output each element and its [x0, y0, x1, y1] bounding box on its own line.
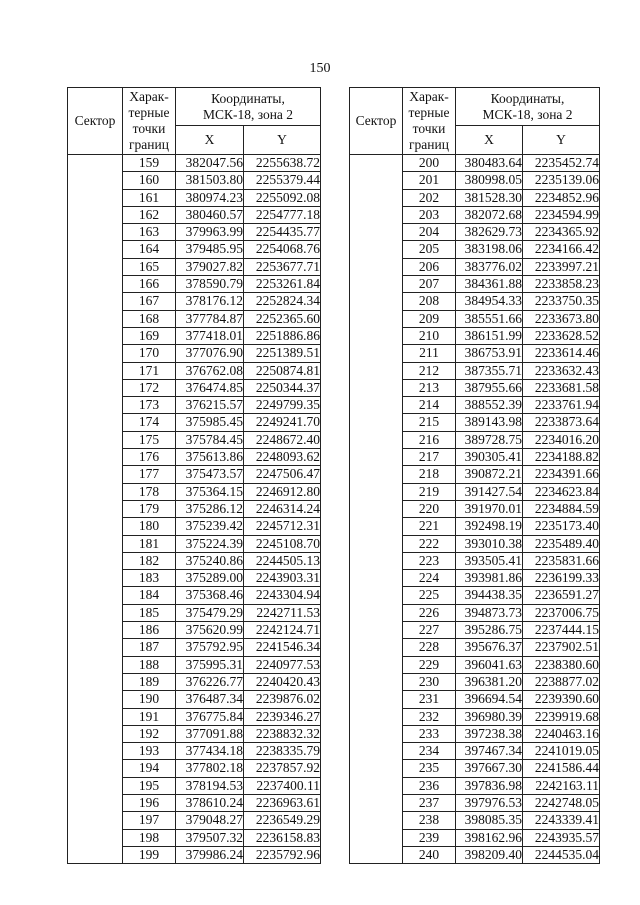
x-coordinate-cell: 375473.57	[176, 466, 244, 483]
y-coordinate-cell: 2235452.74	[523, 155, 600, 172]
point-number-cell: 197	[123, 812, 176, 829]
y-coordinate-cell: 2238877.02	[523, 673, 600, 690]
header-points-line: Харак-	[129, 89, 169, 104]
y-coordinate-cell: 2234884.59	[523, 500, 600, 517]
x-coordinate-cell: 397238.38	[456, 725, 523, 742]
point-number-cell: 222	[403, 535, 456, 552]
y-coordinate-cell: 2236199.33	[523, 570, 600, 587]
y-coordinate-cell: 2243339.41	[523, 812, 600, 829]
y-coordinate-cell: 2237857.92	[244, 760, 321, 777]
x-coordinate-cell: 394873.73	[456, 604, 523, 621]
y-coordinate-cell: 2252824.34	[244, 293, 321, 310]
x-coordinate-cell: 376215.57	[176, 397, 244, 414]
x-coordinate-cell: 394438.35	[456, 587, 523, 604]
x-coordinate-cell: 396381.20	[456, 673, 523, 690]
point-number-cell: 182	[123, 552, 176, 569]
point-number-cell: 186	[123, 622, 176, 639]
x-coordinate-cell: 377076.90	[176, 345, 244, 362]
y-coordinate-cell: 2249241.70	[244, 414, 321, 431]
x-coordinate-cell: 387355.71	[456, 362, 523, 379]
x-coordinate-cell: 384361.88	[456, 276, 523, 293]
y-coordinate-cell: 2241586.44	[523, 760, 600, 777]
point-number-cell: 207	[403, 276, 456, 293]
x-coordinate-cell: 379963.99	[176, 224, 244, 241]
point-number-cell: 191	[123, 708, 176, 725]
table-row	[350, 155, 600, 172]
point-number-cell: 206	[403, 258, 456, 275]
x-coordinate-cell: 387955.66	[456, 379, 523, 396]
point-number-cell: 234	[403, 743, 456, 760]
point-number-cell: 176	[123, 449, 176, 466]
point-number-cell: 200	[403, 155, 456, 172]
point-number-cell: 215	[403, 414, 456, 431]
point-number-cell: 168	[123, 310, 176, 327]
x-coordinate-cell: 389728.75	[456, 431, 523, 448]
x-coordinate-cell: 376487.34	[176, 691, 244, 708]
point-number-cell: 165	[123, 258, 176, 275]
point-number-cell: 187	[123, 639, 176, 656]
x-coordinate-cell: 382047.56	[176, 155, 244, 172]
point-number-cell: 236	[403, 777, 456, 794]
y-coordinate-cell: 2244505.13	[244, 552, 321, 569]
y-coordinate-cell: 2233628.52	[523, 327, 600, 344]
x-coordinate-cell: 375792.95	[176, 639, 244, 656]
y-coordinate-cell: 2253261.84	[244, 276, 321, 293]
x-coordinate-cell: 395676.37	[456, 639, 523, 656]
point-number-cell: 201	[403, 172, 456, 189]
x-coordinate-cell: 391427.54	[456, 483, 523, 500]
y-coordinate-cell: 2234166.42	[523, 241, 600, 258]
point-number-cell: 229	[403, 656, 456, 673]
point-number-cell: 189	[123, 673, 176, 690]
point-number-cell: 192	[123, 725, 176, 742]
x-coordinate-cell: 375240.86	[176, 552, 244, 569]
y-coordinate-cell: 2238380.60	[523, 656, 600, 673]
x-coordinate-cell: 376226.77	[176, 673, 244, 690]
header-points	[123, 88, 176, 155]
x-coordinate-cell: 393010.38	[456, 535, 523, 552]
x-coordinate-cell: 377091.88	[176, 725, 244, 742]
y-coordinate-cell: 2245712.31	[244, 518, 321, 535]
y-coordinate-cell: 2238335.79	[244, 743, 321, 760]
point-number-cell: 164	[123, 241, 176, 258]
x-coordinate-cell: 375985.45	[176, 414, 244, 431]
y-coordinate-cell: 2243935.57	[523, 829, 600, 846]
x-coordinate-cell: 385551.66	[456, 310, 523, 327]
point-number-cell: 211	[403, 345, 456, 362]
point-number-cell: 220	[403, 500, 456, 517]
y-coordinate-cell: 2234594.99	[523, 206, 600, 223]
x-coordinate-cell: 375239.42	[176, 518, 244, 535]
x-coordinate-cell: 379986.24	[176, 846, 244, 863]
y-coordinate-cell: 2233997.21	[523, 258, 600, 275]
y-coordinate-cell: 2234365.92	[523, 224, 600, 241]
header-points-line: Харак-	[409, 89, 449, 104]
y-coordinate-cell: 2237006.75	[523, 604, 600, 621]
x-coordinate-cell: 396980.39	[456, 708, 523, 725]
point-number-cell: 218	[403, 466, 456, 483]
point-number-cell: 238	[403, 812, 456, 829]
y-coordinate-cell: 2234188.82	[523, 449, 600, 466]
x-coordinate-cell: 383198.06	[456, 241, 523, 258]
x-coordinate-cell: 389143.98	[456, 414, 523, 431]
point-number-cell: 190	[123, 691, 176, 708]
y-coordinate-cell: 2247506.47	[244, 466, 321, 483]
y-coordinate-cell: 2252365.60	[244, 310, 321, 327]
y-coordinate-cell: 2241546.34	[244, 639, 321, 656]
y-coordinate-cell: 2233614.46	[523, 345, 600, 362]
x-coordinate-cell: 377418.01	[176, 327, 244, 344]
point-number-cell: 208	[403, 293, 456, 310]
x-coordinate-cell: 381528.30	[456, 189, 523, 206]
x-coordinate-cell: 375620.99	[176, 622, 244, 639]
point-number-cell: 213	[403, 379, 456, 396]
point-number-cell: 167	[123, 293, 176, 310]
point-number-cell: 175	[123, 431, 176, 448]
x-coordinate-cell: 378590.79	[176, 276, 244, 293]
y-coordinate-cell: 2253677.71	[244, 258, 321, 275]
y-coordinate-cell: 2235831.66	[523, 552, 600, 569]
x-coordinate-cell: 375224.39	[176, 535, 244, 552]
y-coordinate-cell: 2254068.76	[244, 241, 321, 258]
y-coordinate-cell: 2234016.20	[523, 431, 600, 448]
x-coordinate-cell: 388552.39	[456, 397, 523, 414]
x-coordinate-cell: 382072.68	[456, 206, 523, 223]
y-coordinate-cell: 2242711.53	[244, 604, 321, 621]
x-coordinate-cell: 379048.27	[176, 812, 244, 829]
x-coordinate-cell: 380483.64	[456, 155, 523, 172]
sector-cell	[350, 155, 403, 864]
x-coordinate-cell: 393981.86	[456, 570, 523, 587]
y-coordinate-cell: 2237400.11	[244, 777, 321, 794]
point-number-cell: 225	[403, 587, 456, 604]
x-coordinate-cell: 397976.53	[456, 794, 523, 811]
x-coordinate-cell: 377434.18	[176, 743, 244, 760]
point-number-cell: 181	[123, 535, 176, 552]
point-number-cell: 230	[403, 673, 456, 690]
point-number-cell: 162	[123, 206, 176, 223]
header-x: X	[456, 126, 523, 155]
point-number-cell: 163	[123, 224, 176, 241]
y-coordinate-cell: 2250344.37	[244, 379, 321, 396]
x-coordinate-cell: 391970.01	[456, 500, 523, 517]
point-number-cell: 173	[123, 397, 176, 414]
y-coordinate-cell: 2234623.84	[523, 483, 600, 500]
x-coordinate-cell: 384954.33	[456, 293, 523, 310]
x-coordinate-cell: 375479.29	[176, 604, 244, 621]
y-coordinate-cell: 2240463.16	[523, 725, 600, 742]
x-coordinate-cell: 376474.85	[176, 379, 244, 396]
y-coordinate-cell: 2239390.60	[523, 691, 600, 708]
y-coordinate-cell: 2255638.72	[244, 155, 321, 172]
y-coordinate-cell: 2242124.71	[244, 622, 321, 639]
header-points-line: терные	[128, 105, 170, 120]
y-coordinate-cell: 2248672.40	[244, 431, 321, 448]
y-coordinate-cell: 2238832.32	[244, 725, 321, 742]
y-coordinate-cell: 2233858.23	[523, 276, 600, 293]
header-sector: Сектор	[350, 88, 403, 155]
y-coordinate-cell: 2233681.58	[523, 379, 600, 396]
point-number-cell: 224	[403, 570, 456, 587]
header-coordinates	[176, 88, 321, 126]
point-number-cell: 216	[403, 431, 456, 448]
y-coordinate-cell: 2233673.80	[523, 310, 600, 327]
point-number-cell: 239	[403, 829, 456, 846]
point-number-cell: 226	[403, 604, 456, 621]
x-coordinate-cell: 378194.53	[176, 777, 244, 794]
header-points-line: границ	[129, 137, 169, 152]
point-number-cell: 166	[123, 276, 176, 293]
x-coordinate-cell: 396694.54	[456, 691, 523, 708]
point-number-cell: 203	[403, 206, 456, 223]
x-coordinate-cell: 397667.30	[456, 760, 523, 777]
point-number-cell: 183	[123, 570, 176, 587]
x-coordinate-cell: 375368.46	[176, 587, 244, 604]
header-points-line: терные	[408, 105, 450, 120]
coordinates-table-left	[67, 87, 321, 864]
point-number-cell: 180	[123, 518, 176, 535]
point-number-cell: 196	[123, 794, 176, 811]
y-coordinate-cell: 2235173.40	[523, 518, 600, 535]
x-coordinate-cell: 380974.23	[176, 189, 244, 206]
point-number-cell: 228	[403, 639, 456, 656]
y-coordinate-cell: 2236158.83	[244, 829, 321, 846]
header-y: Y	[244, 126, 321, 155]
point-number-cell: 161	[123, 189, 176, 206]
point-number-cell: 198	[123, 829, 176, 846]
y-coordinate-cell: 2233750.35	[523, 293, 600, 310]
point-number-cell: 193	[123, 743, 176, 760]
x-coordinate-cell: 375613.86	[176, 449, 244, 466]
x-coordinate-cell: 396041.63	[456, 656, 523, 673]
x-coordinate-cell: 378610.24	[176, 794, 244, 811]
y-coordinate-cell: 2255379.44	[244, 172, 321, 189]
y-coordinate-cell: 2250874.81	[244, 362, 321, 379]
y-coordinate-cell: 2236963.61	[244, 794, 321, 811]
y-coordinate-cell: 2233632.43	[523, 362, 600, 379]
point-number-cell: 184	[123, 587, 176, 604]
point-number-cell: 194	[123, 760, 176, 777]
x-coordinate-cell: 377784.87	[176, 310, 244, 327]
x-coordinate-cell: 380998.05	[456, 172, 523, 189]
point-number-cell: 210	[403, 327, 456, 344]
point-number-cell: 214	[403, 397, 456, 414]
y-coordinate-cell: 2254777.18	[244, 206, 321, 223]
x-coordinate-cell: 379507.32	[176, 829, 244, 846]
x-coordinate-cell: 381503.80	[176, 172, 244, 189]
y-coordinate-cell: 2251389.51	[244, 345, 321, 362]
y-coordinate-cell: 2251886.86	[244, 327, 321, 344]
x-coordinate-cell: 375286.12	[176, 500, 244, 517]
x-coordinate-cell: 375364.15	[176, 483, 244, 500]
x-coordinate-cell: 382629.73	[456, 224, 523, 241]
x-coordinate-cell: 395286.75	[456, 622, 523, 639]
header-coordinates	[456, 88, 600, 126]
point-number-cell: 178	[123, 483, 176, 500]
x-coordinate-cell: 379485.95	[176, 241, 244, 258]
point-number-cell: 227	[403, 622, 456, 639]
point-number-cell: 172	[123, 379, 176, 396]
y-coordinate-cell: 2233873.64	[523, 414, 600, 431]
x-coordinate-cell: 397467.34	[456, 743, 523, 760]
point-number-cell: 199	[123, 846, 176, 863]
point-number-cell: 202	[403, 189, 456, 206]
x-coordinate-cell: 380460.57	[176, 206, 244, 223]
x-coordinate-cell: 386151.99	[456, 327, 523, 344]
y-coordinate-cell: 2254435.77	[244, 224, 321, 241]
y-coordinate-cell: 2235139.06	[523, 172, 600, 189]
x-coordinate-cell: 398209.40	[456, 846, 523, 863]
point-number-cell: 169	[123, 327, 176, 344]
x-coordinate-cell: 375289.00	[176, 570, 244, 587]
x-coordinate-cell: 392498.19	[456, 518, 523, 535]
point-number-cell: 231	[403, 691, 456, 708]
x-coordinate-cell: 376775.84	[176, 708, 244, 725]
y-coordinate-cell: 2245108.70	[244, 535, 321, 552]
point-number-cell: 209	[403, 310, 456, 327]
point-number-cell: 217	[403, 449, 456, 466]
header-coordinates-line: МСК-18, зона 2	[482, 106, 573, 122]
header-coordinates-line: Координаты,	[490, 90, 565, 106]
x-coordinate-cell: 377802.18	[176, 760, 244, 777]
header-coordinates-line: Координаты,	[211, 90, 285, 106]
point-number-cell: 235	[403, 760, 456, 777]
header-points-line: точки	[412, 121, 446, 136]
point-number-cell: 185	[123, 604, 176, 621]
y-coordinate-cell: 2246314.24	[244, 500, 321, 517]
y-coordinate-cell: 2234391.66	[523, 466, 600, 483]
y-coordinate-cell: 2242748.05	[523, 794, 600, 811]
y-coordinate-cell: 2235792.96	[244, 846, 321, 863]
y-coordinate-cell: 2246912.80	[244, 483, 321, 500]
header-points-line: точки	[132, 121, 166, 136]
point-number-cell: 177	[123, 466, 176, 483]
y-coordinate-cell: 2239919.68	[523, 708, 600, 725]
header-x: X	[176, 126, 244, 155]
point-number-cell: 204	[403, 224, 456, 241]
x-coordinate-cell: 378176.12	[176, 293, 244, 310]
point-number-cell: 219	[403, 483, 456, 500]
x-coordinate-cell: 375995.31	[176, 656, 244, 673]
point-number-cell: 240	[403, 846, 456, 863]
y-coordinate-cell: 2236549.29	[244, 812, 321, 829]
y-coordinate-cell: 2239346.27	[244, 708, 321, 725]
y-coordinate-cell: 2233761.94	[523, 397, 600, 414]
point-number-cell: 179	[123, 500, 176, 517]
y-coordinate-cell: 2255092.08	[244, 189, 321, 206]
y-coordinate-cell: 2248093.62	[244, 449, 321, 466]
y-coordinate-cell: 2237444.15	[523, 622, 600, 639]
y-coordinate-cell: 2244535.04	[523, 846, 600, 863]
y-coordinate-cell: 2240420.43	[244, 673, 321, 690]
point-number-cell: 174	[123, 414, 176, 431]
y-coordinate-cell: 2235489.40	[523, 535, 600, 552]
y-coordinate-cell: 2241019.05	[523, 743, 600, 760]
point-number-cell: 205	[403, 241, 456, 258]
x-coordinate-cell: 379027.82	[176, 258, 244, 275]
x-coordinate-cell: 398162.96	[456, 829, 523, 846]
point-number-cell: 195	[123, 777, 176, 794]
x-coordinate-cell: 398085.35	[456, 812, 523, 829]
x-coordinate-cell: 376762.08	[176, 362, 244, 379]
point-number-cell: 212	[403, 362, 456, 379]
point-number-cell: 188	[123, 656, 176, 673]
y-coordinate-cell: 2243304.94	[244, 587, 321, 604]
x-coordinate-cell: 390305.41	[456, 449, 523, 466]
y-coordinate-cell: 2239876.02	[244, 691, 321, 708]
point-number-cell: 237	[403, 794, 456, 811]
y-coordinate-cell: 2249799.35	[244, 397, 321, 414]
header-coordinates-line: МСК-18, зона 2	[202, 106, 294, 122]
point-number-cell: 160	[123, 172, 176, 189]
x-coordinate-cell: 393505.41	[456, 552, 523, 569]
header-points	[403, 88, 456, 155]
y-coordinate-cell: 2234852.96	[523, 189, 600, 206]
y-coordinate-cell: 2243903.31	[244, 570, 321, 587]
page-number: 150	[309, 61, 331, 76]
point-number-cell: 159	[123, 155, 176, 172]
point-number-cell: 171	[123, 362, 176, 379]
point-number-cell: 221	[403, 518, 456, 535]
x-coordinate-cell: 397836.98	[456, 777, 523, 794]
point-number-cell: 233	[403, 725, 456, 742]
x-coordinate-cell: 375784.45	[176, 431, 244, 448]
coordinates-table-right	[349, 87, 600, 864]
header-sector: Сектор	[68, 88, 123, 155]
x-coordinate-cell: 386753.91	[456, 345, 523, 362]
y-coordinate-cell: 2236591.27	[523, 587, 600, 604]
sector-cell	[68, 155, 123, 864]
y-coordinate-cell: 2240977.53	[244, 656, 321, 673]
table-row	[68, 155, 321, 172]
point-number-cell: 170	[123, 345, 176, 362]
y-coordinate-cell: 2242163.11	[523, 777, 600, 794]
x-coordinate-cell: 383776.02	[456, 258, 523, 275]
header-points-line: границ	[409, 137, 449, 152]
y-coordinate-cell: 2237902.51	[523, 639, 600, 656]
point-number-cell: 232	[403, 708, 456, 725]
header-y: Y	[523, 126, 600, 155]
point-number-cell: 223	[403, 552, 456, 569]
x-coordinate-cell: 390872.21	[456, 466, 523, 483]
